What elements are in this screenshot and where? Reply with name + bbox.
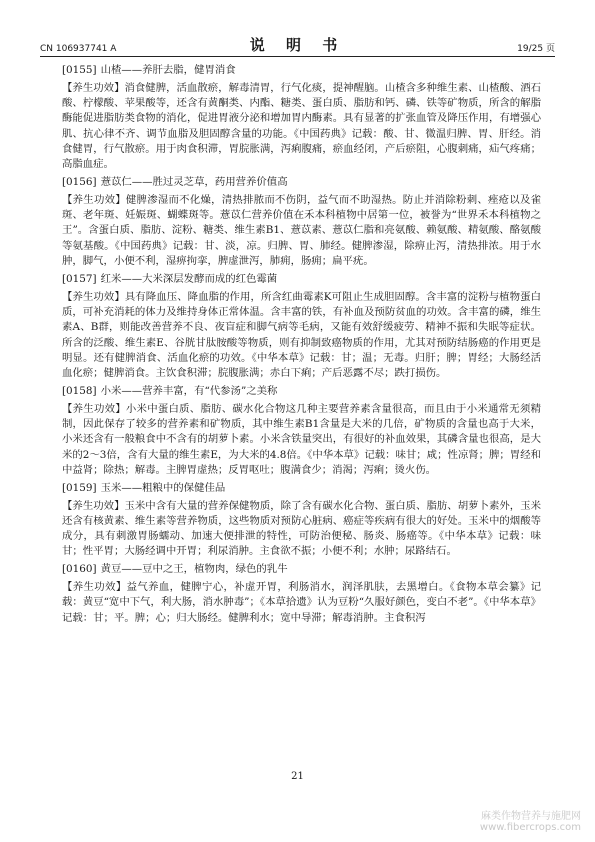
paragraph-number: [0159] <box>62 481 97 494</box>
document-title: 说 明 书 <box>249 36 346 54</box>
section-heading <box>62 175 541 190</box>
paragraph-number: [0155] <box>62 64 97 76</box>
paragraph: 【养生功效】消食健脾，活血散瘀，解毒清胃，行气化痰，提神醒脑。山楂含多种维生素、山楂酸、酒石酸、柠檬酸、苹果酸等，还含有黄酮类、内酯、糖类、蛋白质、脂肪和钙、磷、铁等矿物质，所含的解脂酶能促进脂肪类食物的消化，促进胃液分泌和增加胃内酶素。具有显著的扩张血管及降压作用，有增强心肌、抗心律不齐、调节血脂及胆固醇含量的功能。《中国药典》记载：酸、甘、微温归脾、胃、肝经。消食健胃，行气散瘀。用于肉食积滞，胃脘胀满，泻痢腹痛，瘀血经闭，产后瘀阻，心腹刺痛，疝气疼痛；高脂血症。 <box>62 81 541 171</box>
watermark <box>480 807 581 833</box>
paragraph-number: [0158] <box>62 384 97 397</box>
heading-text: 小米——营养丰富，有“代参汤”之美称 <box>100 384 278 397</box>
paragraph: 【养生功效】小米中蛋白质、脂肪、碳水化合物这几种主要营养素含量很高，而且由于小米通常无须精制，因此保存了较多的营养素和矿物质，其中维生素B1含量是大米的几倍，矿物质的含量也高于大米，小米还含有一般粮食中不含有的胡萝卜素。小米含铁量突出，有很好的补血效果，其磷含量也很高，是大米的2～3倍，含有大量的维生素E，为大米的4.8倍。《中华本草》记载：味甘；咸；性凉肾；脾；胃经和中益肾；除热；解毒。主脾胃虚热；反胃呕吐；腹满食少；消渴；泻痢；烫火伤。 <box>62 402 541 476</box>
heading-text: 薏苡仁——胜过灵芝草，药用营养价值高 <box>100 176 288 189</box>
paragraph: 【养生功效】健脾渗湿而不化燥，清热排脓而不伤阴，益气而不助湿热。防止并消除粉刺、痤疮以及雀斑、老年斑、妊娠斑、蝴蝶斑等。薏苡仁营养价值在禾本科植物中居第一位，被誉为“世界禾本科植物之王”。含蛋白质、脂肪、淀粉、糖类、维生素B1、薏苡素、薏苡仁脂和亮氨酸、赖氨酸、精氨酸、酪氨酸等氨基酸。《中国药典》记载：甘、淡，凉。归脾、胃、肺经。健脾渗湿，除痹止泻，清热排浓。用于水肿，脚气，小便不利，湿痹拘挛，脾虚泄泻，肺痈，肠痈；扁平疣。 <box>62 193 541 268</box>
publication-number: CN 106937741 A <box>40 44 117 54</box>
paragraph-number: [0157] <box>62 272 97 285</box>
section-heading <box>62 272 541 287</box>
heading-text: 黄豆——豆中之王，植物肉，绿色的乳牛 <box>100 563 288 576</box>
page-number: 21 <box>291 771 304 782</box>
page-header <box>40 36 555 57</box>
paragraph-number: [0160] <box>62 563 97 576</box>
section-heading <box>62 63 541 78</box>
paragraph: 【养生功效】玉米中含有大量的营养保健物质，除了含有碳水化合物、蛋白质、脂肪、胡萝卜素外，玉米还含有核黄素、维生素等营养物质，这些物质对预防心脏病、癌症等疾病有很大的好处。玉米中的烟酸等成分，具有刺激胃肠蠕动、加速大便排泄的特性，可防治便秘、肠炎、肠癌等。《中华本草》记载：味甘；性平胃；大肠经调中开胃；利尿消肿。主食欲不振；小便不利；水肿；尿路结石。 <box>62 499 541 558</box>
section-heading <box>62 481 541 496</box>
section-heading <box>62 562 541 577</box>
watermark-url: www.fibercrops.com <box>479 822 581 833</box>
heading-text: 玉米——粗粮中的保健佳品 <box>100 481 226 494</box>
document-body <box>62 63 541 628</box>
heading-text: 红米——大米深层发酵而成的红色霉菌 <box>100 272 278 285</box>
page-info: 19/25 页 <box>517 44 555 54</box>
paragraph: 【养生功效】益气养血，健脾宁心，补虚开胃，利肠消水，润泽肌肤，去黑增白。《食物本草会纂》记载：黄豆“宽中下气，利大肠，消水肿毒”；《本草拾遗》认为豆粉“久服好颜色，变白不老”。《中华本草》记载：甘；平。脾；心；归大肠经。健脾利水；宽中导滞；解毒消肿。主食积泻 <box>62 581 541 624</box>
section-heading <box>62 384 541 399</box>
heading-text: 山楂——养肝去脂，健胃消食 <box>100 64 236 76</box>
watermark-site-name: 麻类作物营养与施肥网 <box>481 811 581 822</box>
paragraph-number: [0156] <box>62 176 97 189</box>
paragraph: 【养生功效】具有降血压、降血脂的作用，所含红曲霉素K可阻止生成胆固醇。含丰富的淀粉与植物蛋白质，可补充消耗的体力及维持身体正常体温。含丰富的铁，有补血及预防贫血的功效。含丰富的磷，维生素A、B群，则能改善营养不良、夜盲症和脚气病等毛病，又能有效舒缓疲劳、精神不振和失眠等症状。所含的泛酸、维生素E、谷胱甘肽胺酸等物质，则有抑制致癌物质的作用，尤其对预防结肠癌的作用更是明显。还有健脾消食、活血化瘀的功效。《中华本草》记载：甘；温；无毒。归肝；脾；胃经；大肠经活血化瘀；健脾消食。主饮食积滞；脘腹胀满；赤白下痢；产后恶露不尽；跌打损伤。 <box>62 290 541 380</box>
